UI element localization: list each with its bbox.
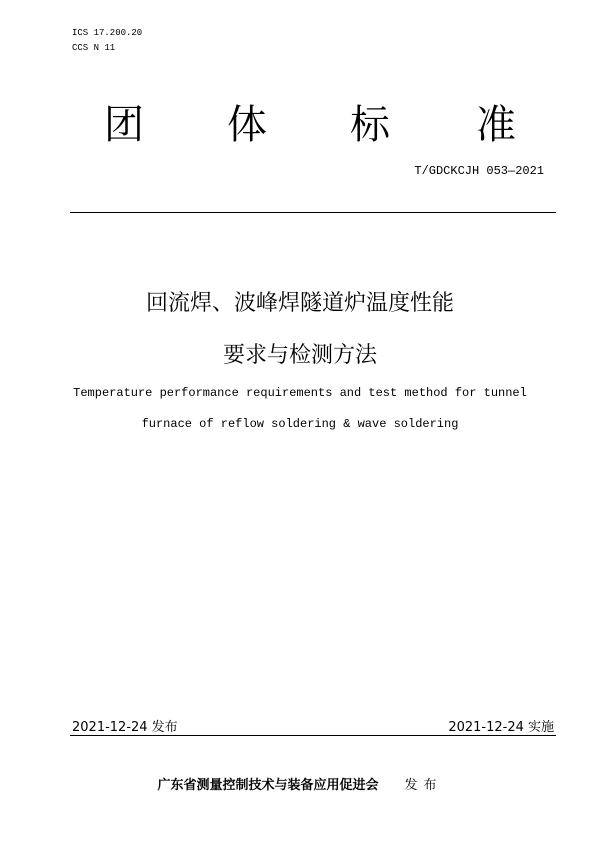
classification-codes	[72, 26, 142, 56]
title-en-line2: furnace of reflow soldering & wave soldering	[141, 417, 459, 431]
implement-date: 2021-12-24 实施	[448, 720, 554, 735]
issuer-action: 发布	[404, 778, 443, 793]
standard-number: T/GDCKCJH 053—2021	[414, 164, 544, 178]
document-type-heading	[0, 100, 600, 150]
top-divider	[70, 212, 556, 213]
issuer	[0, 774, 600, 793]
title-zh-line1: 回流焊、波峰焊隧道炉温度性能	[145, 291, 454, 316]
doc-type-char: 准	[476, 102, 516, 148]
doc-type-char: 团	[104, 102, 144, 148]
doc-type-char: 标	[350, 102, 390, 148]
issuer-name: 广东省测量控制技术与装备应用促进会	[157, 778, 379, 793]
ccs-code: CCS N 11	[72, 43, 116, 53]
title-zh-line2: 要求与检测方法	[222, 343, 377, 368]
doc-type-char: 体	[227, 102, 267, 148]
bottom-divider	[70, 735, 556, 736]
title-en-line1: Temperature performance requirements and test method for tunnel	[73, 386, 527, 400]
ics-code: ICS 17.200.20	[72, 28, 143, 38]
publish-date: 2021-12-24 发布	[72, 720, 178, 735]
